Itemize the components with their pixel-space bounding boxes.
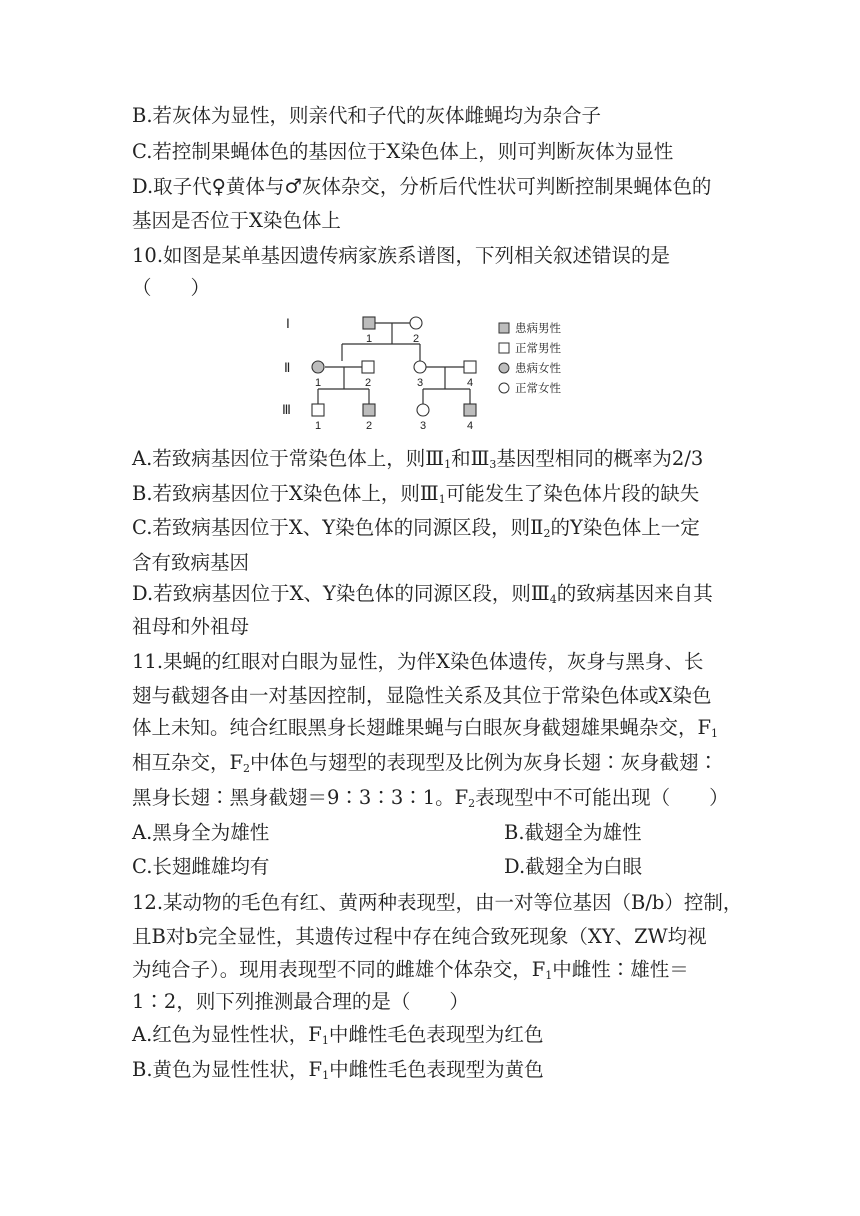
q12-option-b-part1: B.黄色为显性性状，F — [132, 1058, 323, 1081]
q10-option-a-part3: 基因型相同的概率为2/3 — [496, 447, 704, 470]
q10-answer-paren: （ ） — [132, 276, 211, 299]
q10-option-a-part1: A.若致病基因位于常染色体上，则Ⅲ — [132, 447, 445, 470]
legend-affected-male: 患病男性 — [515, 323, 561, 335]
q12-option-b-part2: 中雌性毛色表现型为黄色 — [329, 1058, 544, 1081]
q11-stem-line5-text2: 表现型中不可能出现（ ） — [475, 786, 729, 809]
q10-stem: 10.如图是某单基因遗传病家族系谱图，下列相关叙述错误的是 — [132, 244, 671, 267]
q12-stem-line3-text2: 中雌性∶雄性＝ — [552, 958, 689, 981]
q11-stem-line1: 11.果蝇的红眼对白眼为显性，为伴X染色体遗传，灰身与黑身、长 — [132, 650, 704, 673]
q12-option-a-sub: 1 — [321, 1034, 329, 1047]
II-1-number: 1 — [315, 377, 322, 389]
II-4-number: 4 — [467, 377, 474, 389]
q12-option-a-part1: A.红色为显性性状，F — [132, 1023, 322, 1046]
gen-label-3: Ⅲ — [282, 402, 291, 417]
gen-label-1: Ⅰ — [286, 316, 290, 331]
q10-option-b-part2: 可能发生了染色体片段的缺失 — [445, 482, 700, 505]
III-1-normal-male — [312, 404, 324, 416]
III-4-affected-male — [464, 404, 476, 416]
II-3-normal-female — [414, 361, 426, 373]
q11-option-c: C.长翅雌雄均有 — [132, 855, 270, 878]
gen-label-2: Ⅱ — [284, 360, 291, 375]
III-2-number: 2 — [366, 420, 373, 432]
pedigree-lines — [318, 323, 470, 404]
III-2-affected-male — [363, 404, 375, 416]
q11-stem-line3-text: 体上未知。纯合红眼黑身长翅雌果蝇与白眼灰身截翅雄果蝇杂交，F — [132, 716, 712, 739]
q11-options-row2 — [132, 855, 643, 879]
I-2-number: 2 — [413, 333, 420, 345]
q10-option-c-part2: 的Y染色体上一定 — [550, 516, 700, 539]
legend-normal-female-icon — [499, 383, 509, 393]
q10-option-d-part1: D.若致病基因位于X、Y染色体的同源区段，则Ⅲ — [132, 582, 550, 605]
legend-normal-female: 正常女性 — [515, 383, 561, 395]
q11-options-row1 — [132, 821, 642, 845]
III-3-normal-female — [417, 404, 429, 416]
q11-stem-line5-sub: 2 — [468, 797, 476, 810]
q12-option-b-sub: 1 — [322, 1069, 330, 1082]
III-4-number: 4 — [467, 420, 474, 432]
legend-affected-female: 患病女性 — [515, 363, 561, 375]
q10-option-a-sub2: 3 — [489, 458, 497, 471]
q12-option-b — [132, 1058, 544, 1082]
q10-option-d-part2: 的致病基因来自其 — [556, 582, 713, 605]
q10-option-b-part1: B.若致病基因位于X染色体上，则Ⅲ — [132, 482, 439, 505]
pedigree-chart — [280, 310, 580, 432]
q12-option-a-part2: 中雌性毛色表现型为红色 — [328, 1023, 544, 1046]
q9-option-c: C.若控制果蝇体色的基因位于X染色体上，则可判断灰体为显性 — [132, 140, 674, 163]
q10-option-a-part2: 和Ⅲ — [451, 447, 490, 470]
q12-option-a — [132, 1023, 543, 1047]
I-2-normal-female — [410, 317, 422, 329]
II-2-number: 2 — [365, 377, 372, 389]
q12-stem-line3-text1: 为纯合子）。现用表现型不同的雌雄个体杂交，F — [132, 958, 546, 981]
legend-affected-female-icon — [499, 363, 509, 373]
q11-stem-line4-sub: 2 — [243, 762, 251, 775]
q10-option-c-line1 — [132, 516, 700, 540]
q10-option-d-line1 — [132, 582, 713, 606]
q10-option-a-sub1: 1 — [444, 458, 452, 471]
q11-stem-line3 — [132, 716, 718, 740]
q12-stem-line4: 1∶2，则下列推测最合理的是（ ） — [132, 990, 469, 1013]
q12-stem-line2: 且B对b完全显性，其遗传过程中存在纯合致死现象（XY、ZW均视 — [132, 925, 707, 948]
legend-normal-male-icon — [499, 343, 509, 353]
q9-option-b: B.若灰体为显性，则亲代和子代的灰体雌蝇均为杂合子 — [132, 104, 602, 127]
q11-stem-line5 — [132, 786, 729, 810]
I-1-number: 1 — [366, 333, 373, 345]
q10-option-b-sub1: 1 — [438, 493, 446, 506]
q11-stem-line4-text2: 中体色与翅型的表现型及比例为灰身长翅∶灰身截翅∶ — [250, 751, 719, 774]
II-3-number: 3 — [417, 377, 424, 389]
III-3-number: 3 — [420, 420, 427, 432]
q10-option-c-sub1: 2 — [543, 527, 551, 540]
q11-stem-line5-text1: 黑身长翅∶黑身截翅＝9∶3∶3∶1。F — [132, 786, 469, 809]
q10-option-d-line2: 祖母和外祖母 — [132, 615, 250, 638]
q10-option-d-sub1: 4 — [549, 593, 557, 606]
q12-stem-line1: 12.某动物的毛色有红、黄两种表现型，由一对等位基因（B/b）控制， — [132, 891, 743, 914]
q10-option-c-line2: 含有致病基因 — [132, 551, 250, 574]
q11-stem-line2: 翅与截翅各由一对基因控制，显隐性关系及其位于常染色体或X染色 — [132, 684, 712, 707]
q10-option-b — [132, 482, 699, 506]
II-4-normal-male — [464, 361, 476, 373]
q11-stem-line4-text1: 相互杂交，F — [132, 751, 244, 774]
II-1-affected-female — [312, 361, 324, 373]
legend-normal-male: 正常男性 — [515, 343, 561, 355]
q11-stem-line3-sub: 1 — [711, 727, 719, 740]
legend-affected-male-icon — [499, 323, 509, 333]
q11-option-d: D.截翅全为白眼 — [504, 855, 643, 878]
I-1-affected-male — [363, 317, 375, 329]
q11-stem-line4 — [132, 751, 718, 775]
q11-option-a: A.黑身全为雄性 — [132, 821, 270, 844]
II-2-normal-male — [362, 361, 374, 373]
q9-option-d-line1: D.取子代♀黄体与♂灰体杂交，分析后代性状可判断控制果蝇体色的 — [132, 175, 712, 198]
q12-stem-line3-sub: 1 — [545, 969, 553, 982]
q10-option-a — [132, 447, 703, 471]
q11-option-b: B.截翅全为雄性 — [504, 821, 642, 844]
III-1-number: 1 — [315, 420, 322, 432]
q9-option-d-line2: 基因是否位于X染色体上 — [132, 209, 341, 232]
q10-option-c-part1: C.若致病基因位于X、Y染色体的同源区段，则Ⅱ — [132, 516, 544, 539]
q12-stem-line3 — [132, 958, 689, 982]
